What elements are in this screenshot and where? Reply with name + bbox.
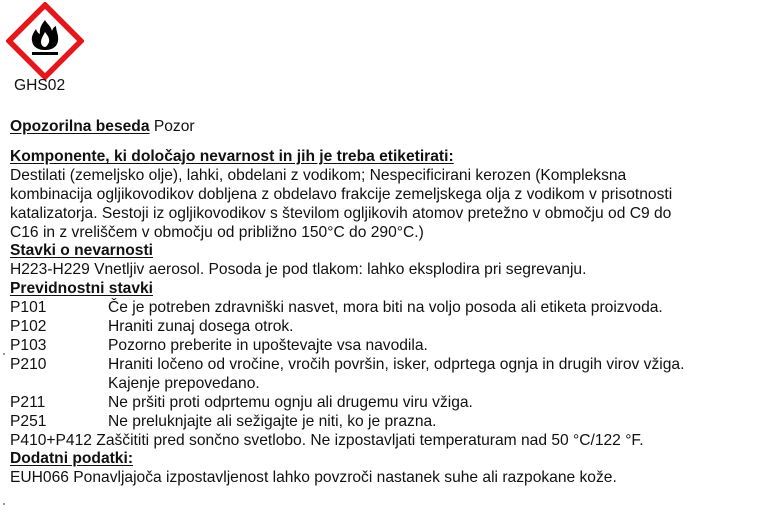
components-text-line: C16 in z vreliščem v območju od približno 150°C do 290°C.) [10,224,424,241]
components-heading: Komponente, ki določajo nevarnost in jih je treba etiketirati: [10,148,454,165]
precautionary-statement [10,413,437,431]
statement-code: P410+P412 [10,432,92,449]
statement-code: P211 [10,394,46,411]
statement-code: P210 [10,356,47,373]
additional-info-statement: EUH066 Ponavljajoča izpostavljenost lahko povzroči nastanek suhe ali razpokane kože. [10,469,617,486]
hazard-statements-heading: Stavki o nevarnosti [10,242,153,259]
statement-text: Hraniti zunaj dosega otrok. [108,318,294,335]
statement-text: Zaščititi pred sončno svetlobo. Ne izpostavljati temperaturam nad 50 °C/122 °F. [96,432,644,449]
precautionary-statement [10,299,663,317]
signal-word-label: Opozorilna beseda [10,118,150,135]
precautionary-statements-heading: Previdnostni stavki [10,280,153,297]
statement-text: Ne preluknjajte ali sežigajte je niti, ko je prazna. [108,413,437,430]
components-text-line: kombinacija ogljikovodikov dobljena z obdelavo frakcije zemeljskega olja z vodikom v prisotnosti [10,186,673,203]
statement-code: P102 [10,318,47,335]
scan-artifact [3,353,5,355]
precautionary-statement [10,432,644,450]
precautionary-statement-continuation [10,375,260,393]
pictogram-code: GHS02 [14,77,66,94]
statement-code: P101 [10,299,47,316]
statement-text: Če je potreben zdravniški nasvet, mora biti na voljo posoda ali etiketa proizvoda. [108,299,663,316]
precautionary-statement [10,318,294,336]
hazard-statement: H223-H229 Vnetljiv aerosol. Posoda je pod tlakom: lahko eksplodira pri segrevanju. [10,261,587,278]
scan-artifact [3,503,5,505]
statement-code: P251 [10,413,47,430]
components-text-line: Destilati (zemeljsko olje), lahki, obdelani z vodikom; Nespecificirani kerozen (Kompleksna [10,167,627,184]
statement-text: Hraniti ločeno od vročine, vročih površin, isker, odprtega ognja in drugih virov vžiga. [108,356,685,373]
ghs02-flame-pictogram [6,2,84,80]
statement-text: Kajenje prepovedano. [108,375,260,392]
signal-word-row [10,118,195,136]
precautionary-statement [10,356,684,374]
signal-word-value: Pozor [153,118,195,135]
precautionary-statement [10,337,428,355]
components-text-line: katalizatorja. Sestoji iz ogljikovodikov s številom ogljikovih atomov pretežno v območju od C9 do [10,205,672,222]
statement-text: Ne pršiti proti odprtemu ognju ali drugemu viru vžiga. [108,394,473,411]
statement-text: Pozorno preberite in upoštevajte vsa navodila. [108,337,428,354]
statement-code: P103 [10,337,47,354]
additional-info-heading: Dodatni podatki: [10,450,134,467]
precautionary-statement [10,394,473,412]
